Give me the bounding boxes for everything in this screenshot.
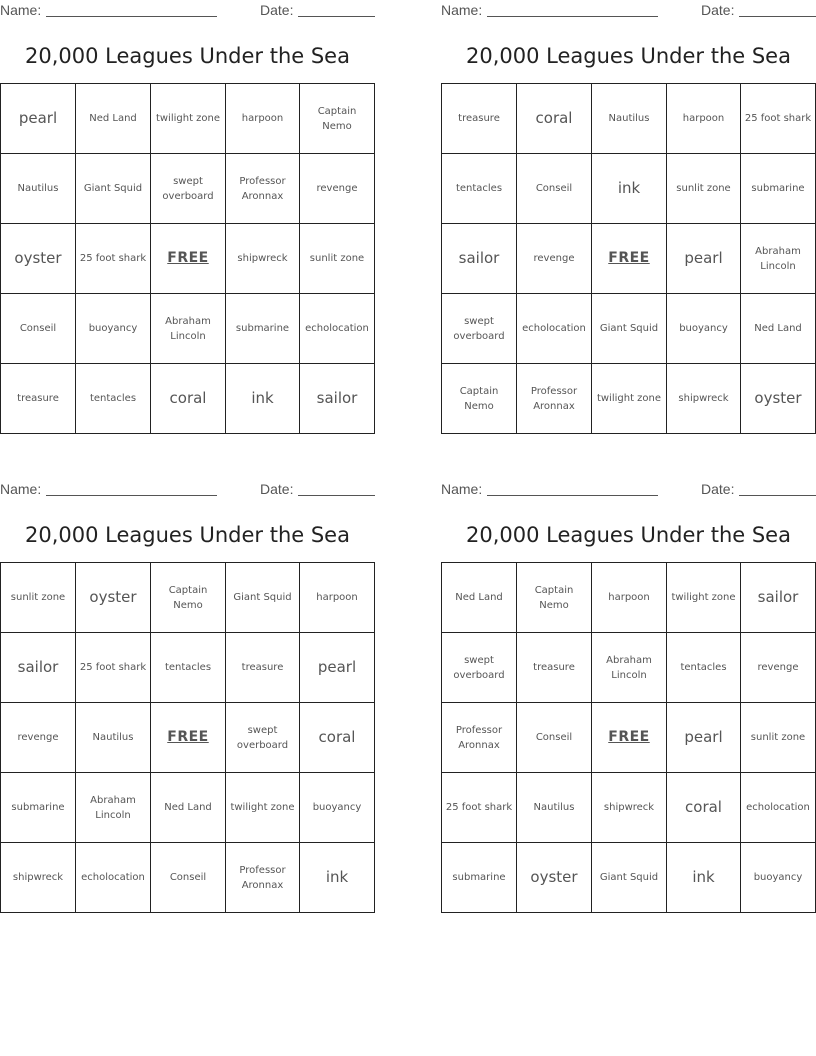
bingo-cell: buoyancy — [741, 843, 816, 913]
bingo-card — [441, 479, 816, 886]
name-date-row — [0, 0, 375, 22]
bingo-cell: Giant Squid — [76, 154, 151, 224]
bingo-cell: tentacles — [76, 364, 151, 434]
card-title: 20,000 Leagues Under the Sea — [466, 44, 791, 68]
name-line — [487, 495, 658, 496]
name-date-row — [0, 479, 375, 501]
free-space: FREE — [592, 224, 667, 294]
bingo-cell: submarine — [741, 154, 816, 224]
name-label: Name: — [441, 481, 483, 497]
bingo-cell: sunlit zone — [300, 224, 375, 294]
bingo-cell: Conseil — [1, 294, 76, 364]
bingo-cell: swept overboard — [151, 154, 226, 224]
name-line — [487, 16, 658, 17]
bingo-cell: echolocation — [517, 294, 592, 364]
bingo-cell: Giant Squid — [592, 843, 667, 913]
bingo-cell: Abraham Lincoln — [76, 773, 151, 843]
bingo-cell: harpoon — [300, 563, 375, 633]
bingo-cell: shipwreck — [226, 224, 300, 294]
date-label: Date: — [260, 2, 294, 18]
bingo-cell: Nautilus — [1, 154, 76, 224]
bingo-cell: Captain Nemo — [517, 563, 592, 633]
bingo-grid — [0, 83, 375, 434]
bingo-cell: tentacles — [442, 154, 517, 224]
bingo-cell: 25 foot shark — [76, 633, 151, 703]
date-label: Date: — [260, 481, 294, 497]
bingo-cell: buoyancy — [667, 294, 741, 364]
bingo-cell: sailor — [741, 563, 816, 633]
bingo-cell: twilight zone — [592, 364, 667, 434]
bingo-cell: revenge — [517, 224, 592, 294]
bingo-cell: ink — [667, 843, 741, 913]
bingo-cell: tentacles — [151, 633, 226, 703]
bingo-card — [441, 0, 816, 412]
bingo-cell: submarine — [442, 843, 517, 913]
bingo-cell: coral — [151, 364, 226, 434]
bingo-cell: oyster — [76, 563, 151, 633]
bingo-cell: 25 foot shark — [741, 84, 816, 154]
bingo-cell: oyster — [741, 364, 816, 434]
bingo-cell: echolocation — [300, 294, 375, 364]
bingo-cell: Abraham Lincoln — [592, 633, 667, 703]
date-line — [298, 495, 375, 496]
bingo-cell: submarine — [226, 294, 300, 364]
bingo-cell: echolocation — [76, 843, 151, 913]
bingo-cell: treasure — [226, 633, 300, 703]
bingo-cell: 25 foot shark — [76, 224, 151, 294]
bingo-card — [0, 0, 375, 407]
free-space: FREE — [151, 703, 226, 773]
bingo-cell: harpoon — [592, 563, 667, 633]
date-line — [298, 16, 375, 17]
bingo-cell: buoyancy — [300, 773, 375, 843]
bingo-cell: sunlit zone — [741, 703, 816, 773]
name-date-row — [441, 0, 816, 22]
bingo-cell: sailor — [442, 224, 517, 294]
bingo-cell: Conseil — [517, 154, 592, 224]
name-date-row — [441, 479, 816, 501]
bingo-cell: Professor Aronnax — [226, 154, 300, 224]
bingo-cell: swept overboard — [226, 703, 300, 773]
bingo-cell: oyster — [1, 224, 76, 294]
card-title: 20,000 Leagues Under the Sea — [466, 523, 791, 547]
bingo-cell: ink — [300, 843, 375, 913]
bingo-cell: Nautilus — [517, 773, 592, 843]
card-title: 20,000 Leagues Under the Sea — [25, 523, 350, 547]
bingo-cell: treasure — [442, 84, 517, 154]
bingo-cell: harpoon — [226, 84, 300, 154]
name-label: Name: — [441, 2, 483, 18]
date-label: Date: — [701, 2, 735, 18]
bingo-cell: Ned Land — [741, 294, 816, 364]
bingo-cell: coral — [300, 703, 375, 773]
bingo-cell: submarine — [1, 773, 76, 843]
date-line — [739, 16, 816, 17]
bingo-cell: Professor Aronnax — [517, 364, 592, 434]
bingo-cell: ink — [592, 154, 667, 224]
bingo-cell: shipwreck — [1, 843, 76, 913]
bingo-grid — [441, 562, 816, 913]
bingo-cell: coral — [667, 773, 741, 843]
bingo-cell: sunlit zone — [667, 154, 741, 224]
bingo-grid — [441, 83, 816, 434]
bingo-cell: Giant Squid — [226, 563, 300, 633]
bingo-cell: revenge — [300, 154, 375, 224]
bingo-cell: revenge — [741, 633, 816, 703]
name-label: Name: — [0, 2, 42, 18]
bingo-cell: Captain Nemo — [151, 563, 226, 633]
bingo-cell: harpoon — [667, 84, 741, 154]
bingo-cell: Conseil — [151, 843, 226, 913]
bingo-cell: Captain Nemo — [300, 84, 375, 154]
bingo-cell: echolocation — [741, 773, 816, 843]
bingo-cell: sailor — [300, 364, 375, 434]
bingo-cell: Ned Land — [76, 84, 151, 154]
bingo-cell: swept overboard — [442, 633, 517, 703]
bingo-cell: twilight zone — [226, 773, 300, 843]
card-title: 20,000 Leagues Under the Sea — [25, 44, 350, 68]
bingo-cell: sunlit zone — [1, 563, 76, 633]
bingo-cell: pearl — [667, 224, 741, 294]
bingo-cell: coral — [517, 84, 592, 154]
bingo-cell: ink — [226, 364, 300, 434]
bingo-cell: pearl — [1, 84, 76, 154]
bingo-cell: treasure — [517, 633, 592, 703]
bingo-cell: Abraham Lincoln — [151, 294, 226, 364]
bingo-cell: sailor — [1, 633, 76, 703]
name-line — [46, 495, 217, 496]
bingo-cell: Professor Aronnax — [442, 703, 517, 773]
bingo-card — [0, 479, 375, 891]
bingo-cell: twilight zone — [151, 84, 226, 154]
name-line — [46, 16, 217, 17]
bingo-cell: Nautilus — [76, 703, 151, 773]
bingo-cell: Abraham Lincoln — [741, 224, 816, 294]
bingo-cell: Captain Nemo — [442, 364, 517, 434]
bingo-cell: twilight zone — [667, 563, 741, 633]
bingo-cell: 25 foot shark — [442, 773, 517, 843]
bingo-cell: shipwreck — [592, 773, 667, 843]
bingo-cell: buoyancy — [76, 294, 151, 364]
bingo-cell: shipwreck — [667, 364, 741, 434]
bingo-cell: Nautilus — [592, 84, 667, 154]
name-label: Name: — [0, 481, 42, 497]
bingo-cell: Giant Squid — [592, 294, 667, 364]
bingo-cell: Ned Land — [442, 563, 517, 633]
bingo-cell: Professor Aronnax — [226, 843, 300, 913]
bingo-cell: pearl — [667, 703, 741, 773]
free-space: FREE — [151, 224, 226, 294]
bingo-cell: Ned Land — [151, 773, 226, 843]
bingo-cell: tentacles — [667, 633, 741, 703]
date-line — [739, 495, 816, 496]
bingo-cell: oyster — [517, 843, 592, 913]
free-space: FREE — [592, 703, 667, 773]
bingo-grid — [0, 562, 375, 913]
bingo-cell: revenge — [1, 703, 76, 773]
bingo-cell: pearl — [300, 633, 375, 703]
bingo-cell: Conseil — [517, 703, 592, 773]
bingo-cell: treasure — [1, 364, 76, 434]
date-label: Date: — [701, 481, 735, 497]
bingo-cell: swept overboard — [442, 294, 517, 364]
